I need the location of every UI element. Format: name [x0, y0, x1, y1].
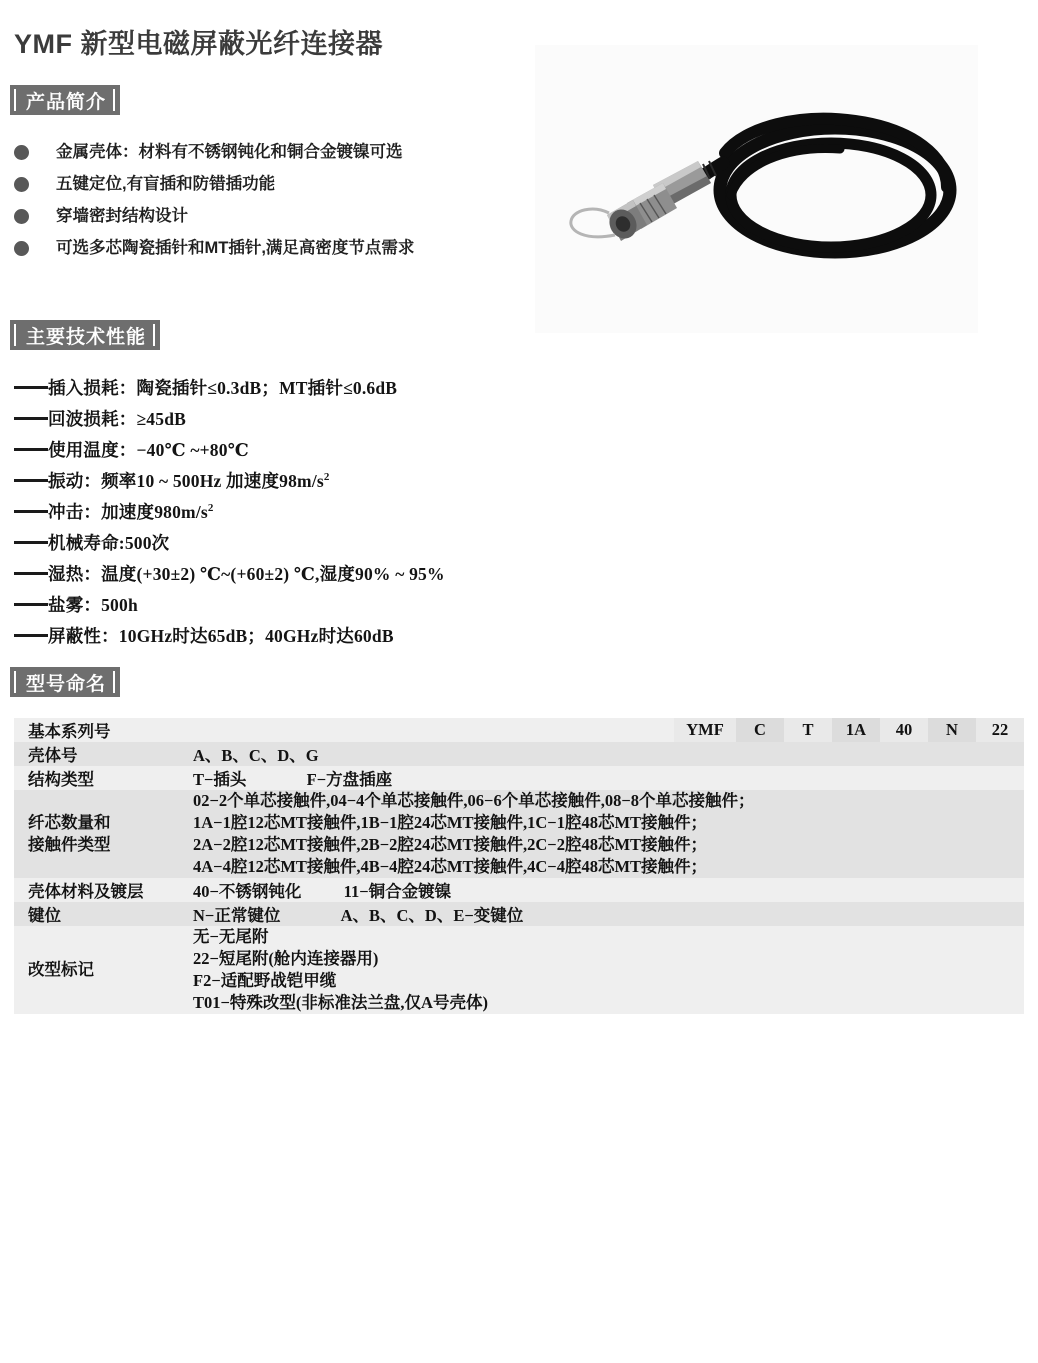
row-value [189, 878, 1024, 902]
row-value-line: 1A−1腔12芯MT接触件,1B−1腔24芯MT接触件,1C−1腔48芯MT接触件； [193, 813, 708, 832]
intro-bullet-text: 五键定位,有盲插和防错插功能 [56, 175, 276, 193]
list-item [14, 172, 514, 196]
list-item [14, 468, 634, 499]
row-value [189, 790, 1024, 878]
row-value-option-a: N−正常键位 [193, 906, 281, 925]
dash-icon [14, 417, 48, 420]
row-value-option-b: 11−铜合金镀镍 [343, 882, 452, 901]
row-value-line: 22−短尾附(舱内连接器用) [193, 949, 379, 968]
spec-text: 振动：频率10 ~ 500Hz 加速度$98m/s^2$ [48, 471, 330, 491]
section-badge-specs [10, 320, 160, 350]
row-value-line: F2−适配野战铠甲缆 [193, 971, 337, 990]
intro-bullet-text: 可选多芯陶瓷插针和MT插针,满足高密度节点需求 [56, 239, 415, 257]
spec-text: 盐雾：500h [48, 595, 138, 615]
table-row [14, 926, 1024, 1014]
dash-icon [14, 572, 48, 575]
spec-text: 湿热：温度(+30±2) ℃~(+60±2) ℃,湿度90% ~ 95% [48, 564, 445, 584]
row-value-line: 4A−4腔12芯MT接触件,4B−4腔24芯MT接触件,4C−4腔48芯MT接触件； [193, 857, 708, 876]
row-value [189, 902, 1024, 926]
table-row [14, 878, 1024, 902]
section-badge-model [10, 667, 120, 697]
code-cell-series: YMF [674, 718, 736, 742]
list-item [14, 530, 634, 561]
row-value-option-a: 40−不锈钢钝化 [193, 882, 302, 901]
section-badge-intro-label: 产品简介 [26, 91, 107, 113]
row-label: 基本系列号 [14, 718, 189, 742]
table-row [14, 790, 1024, 878]
spec-list [14, 375, 634, 654]
list-item [14, 204, 514, 228]
intro-bullet-list [14, 140, 514, 268]
spec-text: 回波损耗：≥45dB [48, 409, 187, 429]
list-item [14, 592, 634, 623]
table-row [14, 742, 1024, 766]
row-value-line: 2A−2腔12芯MT接触件,2B−2腔24芯MT接触件,2C−2腔48芯MT接触件； [193, 835, 708, 854]
badge-notch-left [14, 89, 16, 111]
list-item [14, 140, 514, 164]
list-item [14, 437, 634, 468]
list-item [14, 406, 634, 437]
row-value: A、B、C、D、G [189, 742, 1024, 766]
code-cell-material: 40 [880, 718, 928, 742]
badge-notch-right [153, 324, 155, 346]
row-value [189, 926, 1024, 1014]
row-value [189, 718, 674, 742]
section-badge-model-label: 型号命名 [26, 673, 107, 695]
row-value-option-b: A、B、C、D、E−变键位 [340, 906, 524, 925]
row-label [14, 790, 189, 878]
bullet-icon [14, 241, 29, 256]
list-item [14, 561, 634, 592]
spec-text: 屏蔽性：10GHz时达65dB；40GHz时达60dB [48, 626, 394, 646]
dash-icon [14, 541, 48, 544]
list-item [14, 375, 634, 406]
row-label: 结构类型 [14, 766, 189, 790]
code-cell-shell: C [736, 718, 784, 742]
spec-text: 插入损耗：陶瓷插针≤0.3dB；MT插针≤0.6dB [48, 378, 398, 398]
badge-notch-right [113, 89, 115, 111]
code-cell-key: N [928, 718, 976, 742]
dash-icon [14, 634, 48, 637]
section-badge-specs-label: 主要技术性能 [26, 326, 147, 348]
list-item [14, 236, 514, 260]
list-item [14, 623, 634, 654]
intro-bullet-text: 金属壳体：材料有不锈钢钝化和铜合金镀镍可选 [56, 143, 403, 161]
bullet-icon [14, 145, 29, 160]
row-value-line: 无−无尾附 [193, 927, 269, 946]
table-row [14, 902, 1024, 926]
page-title: YMF 新型电磁屏蔽光纤连接器 [14, 29, 383, 59]
row-value [189, 766, 1024, 790]
badge-notch-left [14, 324, 16, 346]
dash-icon [14, 510, 48, 513]
row-value-option-b: F−方盘插座 [306, 770, 393, 789]
row-label-line1: 纤芯数量和 [28, 813, 111, 832]
table-row [14, 766, 1024, 790]
list-item [14, 499, 634, 530]
code-cell-structure: T [784, 718, 832, 742]
table-row [14, 718, 1024, 742]
bullet-icon [14, 177, 29, 192]
model-designation-table [14, 718, 1024, 1014]
spec-text: 机械寿命:500次 [48, 533, 170, 553]
row-label: 键位 [14, 902, 189, 926]
spec-text: 冲击：加速度$980m/s^2$ [48, 502, 214, 522]
row-value-line: 02−2个单芯接触件,04−4个单芯接触件,06−6个单芯接触件,08−8个单芯接触件； [193, 791, 755, 810]
intro-bullet-text: 穿墙密封结构设计 [56, 207, 188, 225]
bullet-icon [14, 209, 29, 224]
row-label: 改型标记 [14, 926, 189, 1014]
code-cell-modification: 22 [976, 718, 1024, 742]
row-value-line: T01−特殊改型(非标准法兰盘,仅A号壳体) [193, 993, 488, 1012]
fiber-optic-connector-illustration [535, 45, 978, 333]
product-photo [535, 45, 978, 333]
dash-icon [14, 448, 48, 451]
spec-text: 使用温度：−40℃ ~+80℃ [48, 440, 249, 460]
badge-notch-left [14, 671, 16, 693]
dash-icon [14, 479, 48, 482]
badge-notch-right [113, 671, 115, 693]
row-label: 壳体材料及镀层 [14, 878, 189, 902]
row-label: 壳体号 [14, 742, 189, 766]
code-cell-fiber-count: 1A [832, 718, 880, 742]
section-badge-intro [10, 85, 120, 115]
dash-icon [14, 386, 48, 389]
dash-icon [14, 603, 48, 606]
row-value-option-a: T−插头 [193, 770, 247, 789]
row-label-line2: 接触件类型 [28, 835, 111, 854]
